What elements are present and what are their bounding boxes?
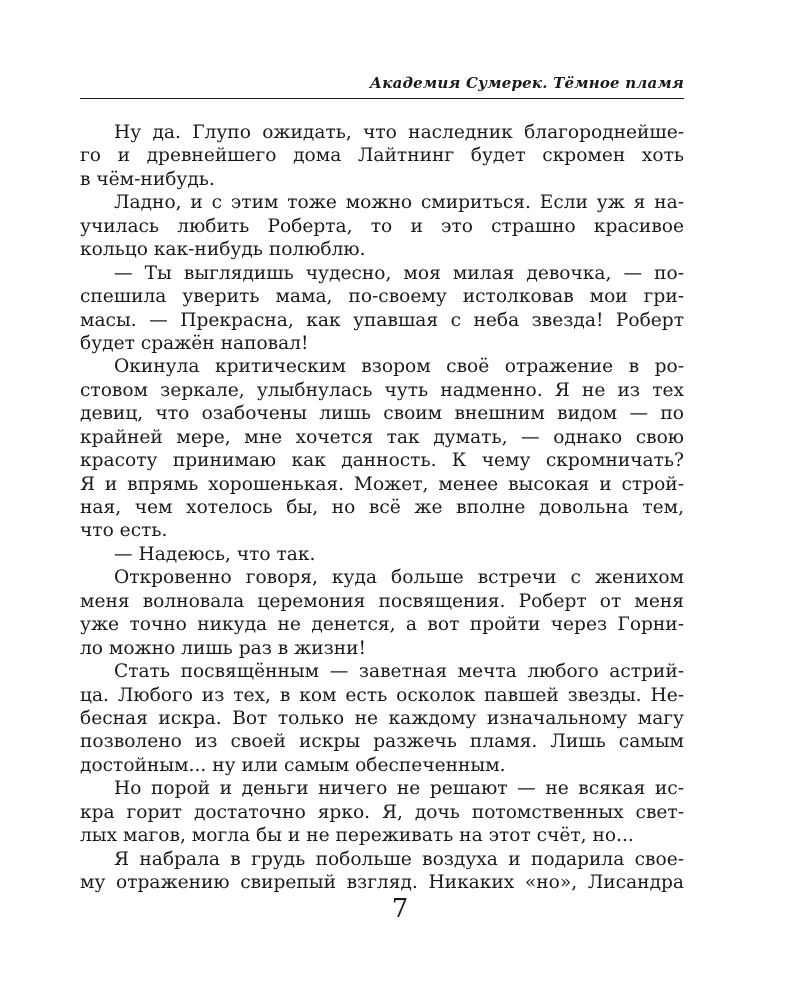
text-line: стовом зеркале, улыбнулась чуть надменно. Я не из тех — [80, 379, 684, 401]
text-line: Но порой и деньги ничего не решают — не всякая ис- — [114, 778, 684, 800]
text-line: кольцо как-нибудь полюблю. — [80, 239, 366, 261]
text-line: Откровенно говоря, куда больше встречи с женихом — [114, 567, 684, 589]
text-line: Окинула критическим взором своё отражение в ро- — [114, 356, 684, 378]
text-line: спешила уверить мама, по-своему истолковав мои гри- — [80, 286, 684, 308]
text-line: в чём-нибудь. — [80, 168, 215, 190]
text-line: Я и впрямь хорошенькая. Может, менее высокая и строй- — [80, 473, 684, 495]
text-line: го и древнейшего дома Лайтнинг будет скромен хоть — [80, 145, 684, 167]
page-number: 7 — [391, 894, 409, 924]
text-line: позволено из своей искры разжечь пламя. Лишь самым — [80, 731, 684, 753]
text-line: ца. Любого из тех, в ком есть осколок павшей звезды. Не- — [80, 684, 684, 706]
text-line: ло можно лишь раз в жизни! — [80, 637, 367, 659]
running-title: Академия Сумерек. Тёмное пламя — [369, 74, 684, 92]
text-line: крайней мере, мне хочется так думать, — однако свою — [80, 426, 684, 448]
text-line: Стать посвящённым — заветная мечта любого астрий- — [114, 661, 684, 683]
text-line: бесная искра. Вот только не каждому изначальному магу — [80, 707, 684, 729]
text-line: будет сражён наповал! — [80, 332, 309, 354]
text-line: ная, чем хотелось бы, но всё же вполне довольна тем, — [80, 497, 684, 518]
text-line: кра горит достаточно ярко. Я, дочь потомственных свет- — [80, 801, 684, 823]
text-line: масы. — Прекрасна, как упавшая с неба звезда! Роберт — [80, 309, 684, 331]
text-line: Ну да. Глупо ожидать, что наследник благороднейше- — [114, 122, 684, 143]
text-line: уже точно никуда не денется, а вот пройти через Горни- — [80, 614, 684, 636]
text-line: му отражению свирепый взгляд. Никаких «но», Лисандра — [80, 872, 684, 893]
text-line: Ладно, и с этим тоже можно смириться. Если уж я на- — [114, 192, 684, 214]
text-line: достойным... ну или самым обеспеченным. — [80, 754, 506, 776]
body-text — [80, 121, 684, 894]
text-line: — Надеюсь, что так. — [114, 543, 316, 565]
text-line: училась любить Роберта, то и это страшно красивое — [80, 215, 684, 237]
header-rule — [80, 98, 684, 99]
text-line: меня волновала церемония посвящения. Роберт от меня — [80, 590, 684, 612]
text-line: красоту принимаю как данность. К чему скромничать? — [80, 450, 684, 472]
text-line: — Ты выглядишь чудесно, моя милая девочка, — по- — [114, 262, 684, 284]
text-line: Я набрала в грудь побольше воздуха и подарила свое- — [114, 848, 684, 870]
text-line: что есть. — [80, 520, 168, 542]
text-line: девиц, что озабочены лишь своим внешним видом — по — [80, 403, 684, 425]
text-line: лых магов, могла бы и не переживать на этот счёт, но... — [80, 825, 634, 847]
